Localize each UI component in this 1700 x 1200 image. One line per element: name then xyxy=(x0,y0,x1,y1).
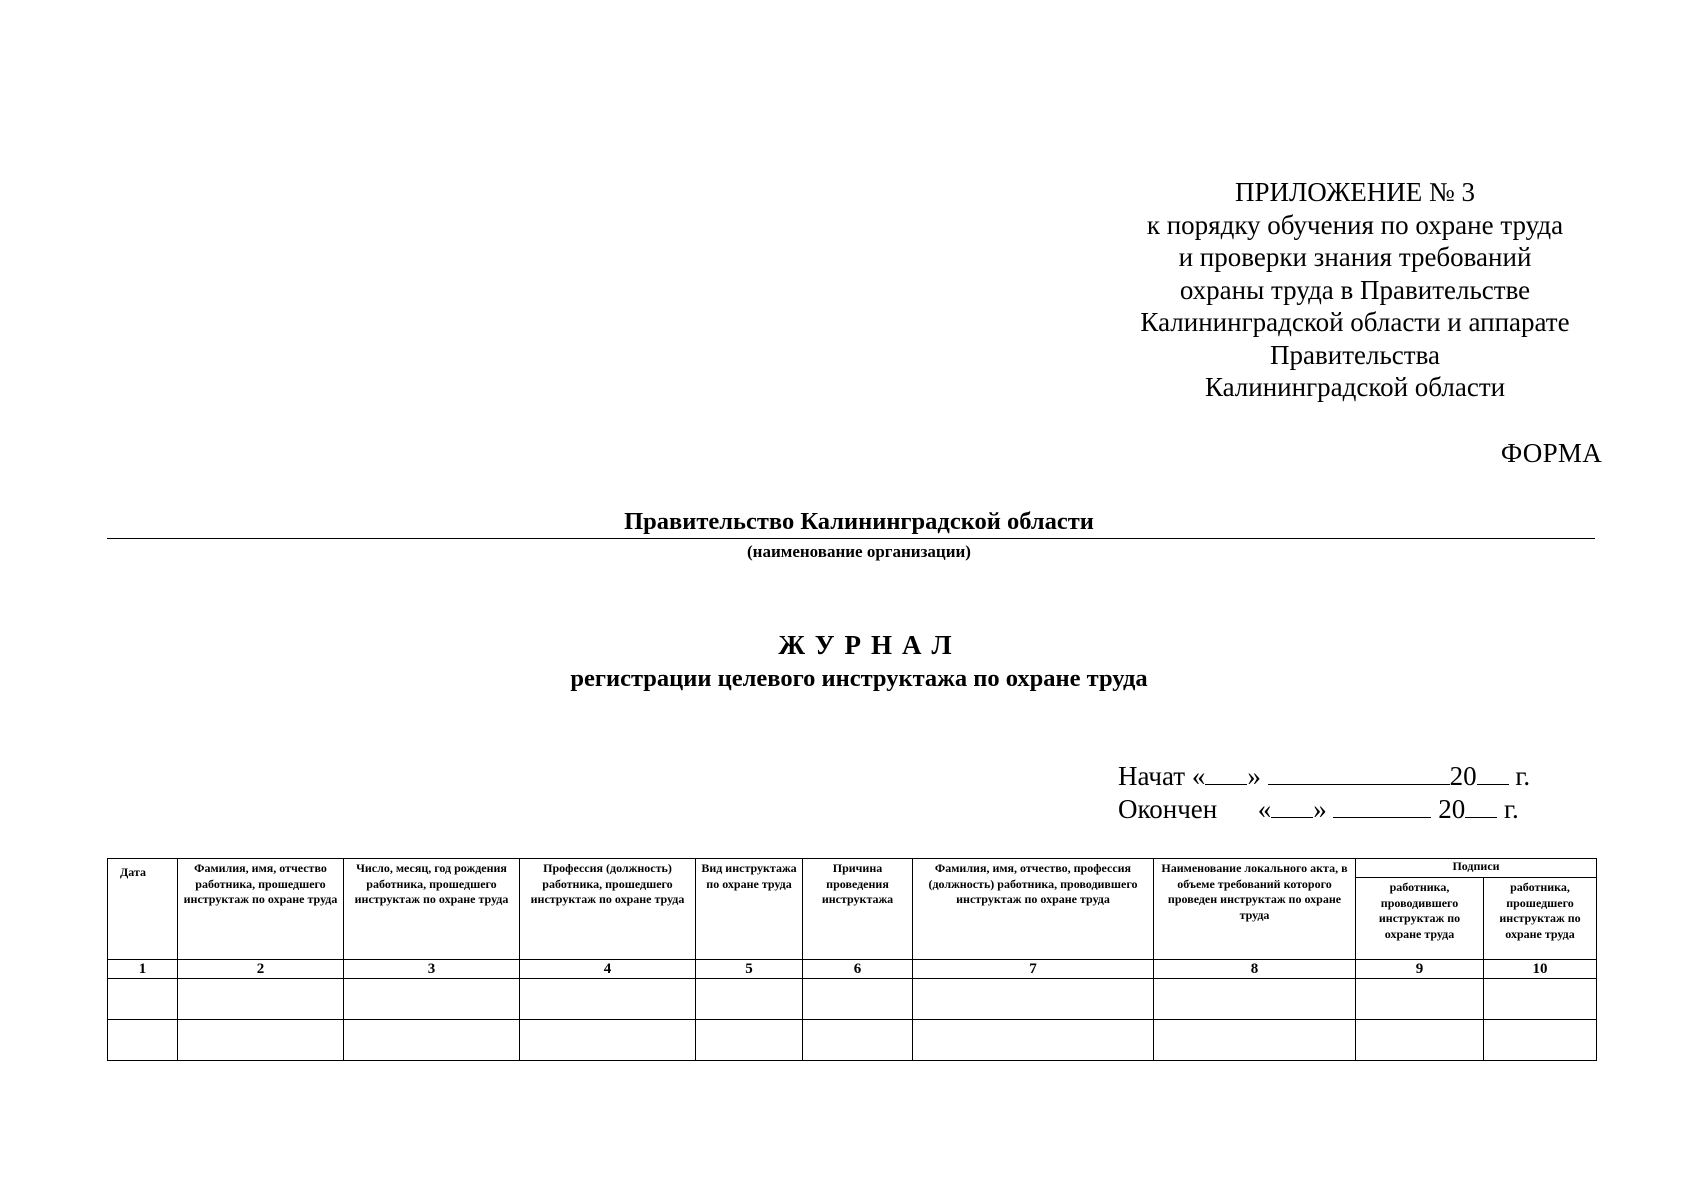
table-cell[interactable] xyxy=(344,979,520,1020)
ended-date-row xyxy=(1118,793,1530,826)
table-cell[interactable] xyxy=(108,1020,178,1061)
table-row xyxy=(108,979,1597,1020)
header-sign-instructor: работника, проводившего инструктаж по охране труда xyxy=(1356,878,1484,960)
table-cell[interactable] xyxy=(803,979,913,1020)
column-number: 8 xyxy=(1154,960,1356,979)
journal-subtitle: регистрации целевого инструктажа по охране труда xyxy=(570,665,1148,692)
column-number: 9 xyxy=(1356,960,1484,979)
table-cell[interactable] xyxy=(1484,979,1597,1020)
appendix-title: ПРИЛОЖЕНИЕ № 3 xyxy=(1234,177,1476,207)
table-cell[interactable] xyxy=(1484,1020,1597,1061)
table-cell[interactable] xyxy=(696,979,803,1020)
appendix-line: и проверки знания требований xyxy=(1178,242,1532,272)
header-briefing-reason: Причина проведения инструктажа xyxy=(803,859,913,960)
organization-underline xyxy=(107,538,1595,539)
year-suffix: г. xyxy=(1503,794,1519,824)
table-cell[interactable] xyxy=(913,1020,1154,1061)
appendix-line: к порядку обучения по охране труда xyxy=(1146,209,1564,240)
column-number: 7 xyxy=(913,960,1154,979)
header-instructor: Фамилия, имя, отчество, профессия (должность) работника, проводившего инструктаж по охране труда xyxy=(913,859,1154,960)
table-cell[interactable] xyxy=(1154,979,1356,1020)
close-quote: » xyxy=(1247,761,1261,791)
journal-dates xyxy=(1118,760,1530,826)
column-number-row xyxy=(108,960,1597,979)
column-number: 6 xyxy=(803,960,913,979)
column-number: 10 xyxy=(1484,960,1597,979)
appendix-heading xyxy=(1100,176,1610,404)
column-number: 4 xyxy=(520,960,696,979)
column-number: 1 xyxy=(108,960,178,979)
column-number: 3 xyxy=(344,960,520,979)
journal-title: ЖУРНАЛ xyxy=(778,630,962,660)
close-quote: » xyxy=(1313,794,1327,824)
table-cell[interactable] xyxy=(1154,1020,1356,1061)
year-prefix: 20 xyxy=(1438,794,1466,824)
header-date: Дата xyxy=(108,859,178,960)
table-cell[interactable] xyxy=(520,979,696,1020)
day-blank[interactable] xyxy=(1205,760,1247,785)
form-label: ФОРМА xyxy=(1500,438,1602,468)
table-cell[interactable] xyxy=(108,979,178,1020)
appendix-line: Калининградской области xyxy=(1204,372,1506,402)
appendix-line: Правительства xyxy=(1270,339,1440,370)
header-sign-trainee: работника, прошедшего инструктаж по охране труда xyxy=(1484,878,1597,960)
year-suffix: г. xyxy=(1515,761,1531,791)
table-cell[interactable] xyxy=(520,1020,696,1061)
table-cell[interactable] xyxy=(1356,1020,1484,1061)
open-quote: « xyxy=(1191,761,1206,791)
table-cell[interactable] xyxy=(1356,979,1484,1020)
table-cell[interactable] xyxy=(178,1020,344,1061)
header-profession: Профессия (должность) работника, прошедшего инструктаж по охране труда xyxy=(520,859,696,960)
month-blank[interactable] xyxy=(1333,793,1431,818)
column-number: 5 xyxy=(696,960,803,979)
month-blank[interactable] xyxy=(1268,760,1450,785)
table-cell[interactable] xyxy=(913,979,1154,1020)
year-blank[interactable] xyxy=(1465,793,1497,818)
year-blank[interactable] xyxy=(1477,760,1509,785)
table-cell[interactable] xyxy=(344,1020,520,1061)
open-quote: « xyxy=(1257,794,1272,824)
header-trainee-name: Фамилия, имя, отчество работника, прошедшего инструктаж по охране труда xyxy=(178,859,344,960)
column-number: 2 xyxy=(178,960,344,979)
day-blank[interactable] xyxy=(1271,793,1313,818)
header-signatures: Подписи xyxy=(1356,859,1597,878)
organization-name: Правительство Калининградской области xyxy=(624,508,1094,535)
started-label: Начат xyxy=(1118,761,1186,791)
started-date-row xyxy=(1118,760,1530,793)
header-briefing-type: Вид инструктажа по охране труда xyxy=(696,859,803,960)
year-prefix: 20 xyxy=(1449,761,1477,791)
ended-label: Окончен xyxy=(1118,794,1218,824)
appendix-line: охраны труда в Правительстве xyxy=(1179,274,1531,305)
table-row xyxy=(108,1020,1597,1061)
table-cell[interactable] xyxy=(178,979,344,1020)
table-cell[interactable] xyxy=(696,1020,803,1061)
appendix-line: Калининградской области и аппарате xyxy=(1140,307,1570,337)
header-row xyxy=(108,859,1597,878)
table-cell[interactable] xyxy=(803,1020,913,1061)
organization-caption: (наименование организации) xyxy=(747,542,971,561)
journal-table xyxy=(107,858,1597,1061)
header-birth-date: Число, месяц, год рождения работника, прошедшего инструктаж по охране труда xyxy=(344,859,520,960)
header-local-act: Наименование локального акта, в объеме требований которого проведен инструктаж по охране труда xyxy=(1154,859,1356,960)
